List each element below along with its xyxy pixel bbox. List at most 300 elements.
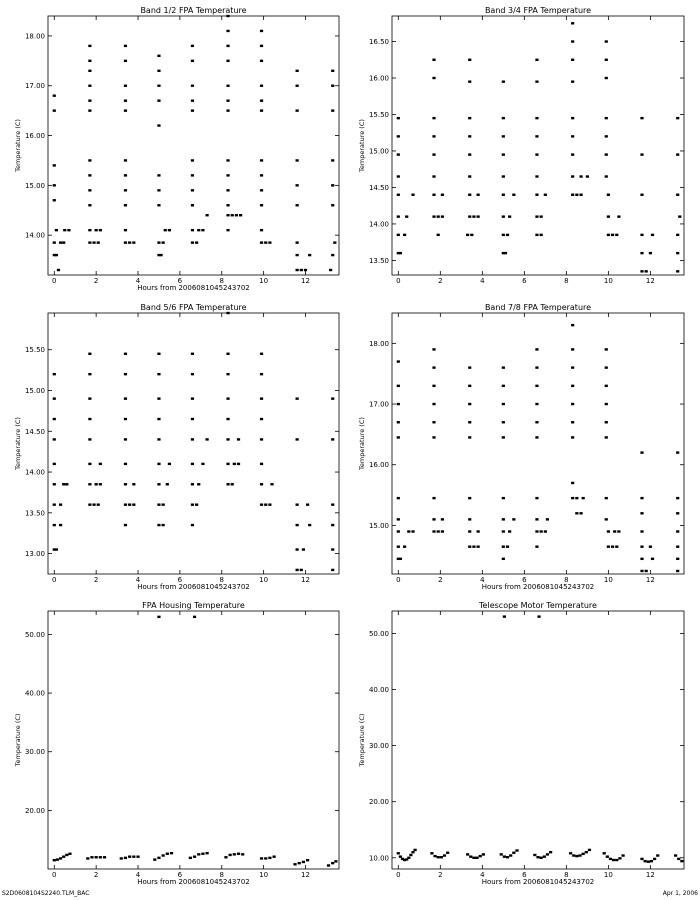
data-point	[260, 503, 263, 505]
data-point	[331, 184, 334, 186]
data-point	[88, 99, 91, 101]
y-tick-label: 18.00	[368, 339, 389, 348]
chart-title: Band 3/4 FPA Temperature	[484, 6, 592, 15]
data-point	[605, 403, 608, 405]
data-point	[468, 80, 471, 82]
data-point	[162, 503, 165, 505]
data-point	[407, 530, 410, 532]
data-point	[157, 524, 160, 526]
data-point	[331, 397, 334, 399]
data-point	[397, 497, 400, 499]
data-point	[327, 864, 330, 866]
data-point	[533, 854, 536, 856]
data-point	[432, 497, 435, 499]
x-tick-label: 2	[438, 576, 443, 584]
data-point	[260, 109, 263, 111]
y-tick-label: 13.00	[24, 550, 45, 559]
x-tick-label: 10	[603, 871, 613, 879]
data-point	[170, 852, 173, 854]
data-point	[270, 483, 273, 485]
data-point	[226, 109, 229, 111]
data-point	[477, 545, 480, 547]
data-point	[432, 403, 435, 405]
data-point	[231, 483, 234, 485]
data-point	[226, 373, 229, 375]
y-axis-label: Temperature (C)	[358, 417, 366, 470]
data-point	[162, 854, 165, 856]
data-point	[197, 229, 200, 231]
data-point	[546, 518, 549, 520]
data-point	[260, 241, 263, 243]
x-tick-label: 12	[301, 576, 310, 584]
data-point	[502, 385, 505, 387]
data-point	[168, 463, 171, 465]
data-point	[226, 214, 229, 216]
x-tick-label: 8	[219, 871, 224, 879]
data-point	[432, 366, 435, 368]
x-tick-label: 6	[522, 277, 527, 285]
data-point	[640, 270, 643, 272]
data-point	[308, 524, 311, 526]
data-point	[296, 241, 299, 243]
x-tick-label: 6	[177, 277, 183, 285]
data-point	[237, 853, 240, 855]
data-point	[502, 117, 505, 119]
data-point	[399, 558, 402, 560]
data-point	[605, 59, 608, 61]
data-point	[571, 80, 574, 82]
data-point	[502, 436, 505, 438]
data-point	[99, 463, 102, 465]
data-point	[120, 857, 123, 859]
data-point	[411, 851, 414, 853]
data-point	[132, 483, 135, 485]
data-point	[605, 518, 608, 520]
data-point	[124, 189, 127, 191]
data-point	[229, 854, 232, 856]
data-point	[397, 234, 400, 236]
x-tick-label: 10	[603, 576, 613, 584]
data-point	[331, 503, 334, 505]
data-point	[607, 530, 610, 532]
data-point	[650, 860, 653, 862]
data-point	[268, 503, 271, 505]
y-tick-label: 50.00	[24, 630, 45, 639]
data-point	[88, 229, 91, 231]
chart-title: Band 5/6 FPA Temperature	[140, 303, 247, 312]
data-point	[193, 855, 196, 857]
data-point	[124, 857, 127, 859]
data-point	[235, 214, 238, 216]
data-point	[440, 856, 443, 858]
data-point	[405, 215, 408, 217]
data-point	[136, 855, 139, 857]
chart-panel-1	[14, 6, 339, 292]
data-point	[535, 234, 538, 236]
data-point	[293, 863, 296, 865]
data-point	[502, 215, 505, 217]
data-point	[470, 234, 473, 236]
data-point	[397, 518, 400, 520]
data-point	[676, 530, 679, 532]
data-point	[640, 497, 643, 499]
data-point	[676, 252, 679, 254]
data-point	[502, 545, 505, 547]
data-point	[640, 858, 643, 860]
data-point	[260, 30, 263, 32]
x-tick-label: 2	[93, 871, 99, 879]
data-point	[468, 59, 471, 61]
data-point	[191, 463, 194, 465]
data-point	[472, 215, 475, 217]
data-point	[571, 59, 574, 61]
data-point	[157, 616, 160, 618]
data-point	[607, 545, 610, 547]
y-tick-label: 30.00	[368, 742, 389, 751]
data-point	[403, 234, 406, 236]
data-point	[677, 858, 680, 860]
data-point	[649, 252, 652, 254]
data-point	[512, 518, 515, 520]
data-point	[543, 855, 546, 857]
data-point	[430, 852, 433, 854]
data-point	[432, 436, 435, 438]
data-point	[128, 855, 131, 857]
data-point	[571, 175, 574, 177]
data-point	[617, 530, 620, 532]
data-point	[62, 483, 65, 485]
data-point	[128, 241, 131, 243]
data-point	[197, 483, 200, 485]
data-point	[397, 175, 400, 177]
data-point	[535, 545, 538, 547]
data-point	[676, 497, 679, 499]
x-axis-label: Hours from 2006081045243702	[137, 583, 250, 591]
data-point	[571, 117, 574, 119]
y-tick-label: 50.00	[368, 629, 389, 638]
data-point	[201, 463, 204, 465]
data-point	[432, 77, 435, 79]
data-point	[605, 135, 608, 137]
x-tick-label: 8	[219, 576, 224, 584]
data-point	[397, 421, 400, 423]
data-point	[157, 204, 160, 206]
data-point	[157, 55, 160, 57]
data-point	[674, 854, 677, 856]
data-point	[433, 855, 436, 857]
data-point	[676, 558, 679, 560]
x-tick-label: 4	[480, 277, 485, 285]
x-tick-label: 12	[645, 277, 655, 285]
data-point	[157, 857, 160, 859]
data-point	[512, 852, 515, 854]
data-point	[62, 241, 65, 243]
chart-title: FPA Housing Temperature	[142, 601, 245, 610]
data-point	[437, 234, 440, 236]
data-point	[264, 503, 267, 505]
data-point	[206, 438, 209, 440]
data-point	[260, 418, 263, 420]
x-tick-label: 6	[522, 871, 527, 879]
data-point	[88, 159, 91, 161]
data-point	[437, 856, 440, 858]
data-point	[502, 366, 505, 368]
data-point	[605, 497, 608, 499]
data-point	[162, 524, 165, 526]
x-tick-label: 12	[645, 871, 655, 879]
x-tick-label: 4	[480, 871, 485, 879]
data-point	[466, 853, 469, 855]
data-point	[88, 418, 91, 420]
data-point	[397, 360, 400, 362]
data-point	[571, 366, 574, 368]
chart-panel-6	[358, 601, 684, 886]
data-point	[260, 99, 263, 101]
y-axis-label: Temperature (C)	[14, 417, 22, 470]
data-point	[506, 545, 509, 547]
data-point	[296, 548, 299, 550]
data-point	[502, 194, 505, 196]
data-point	[544, 530, 547, 532]
y-tick-label: 14.50	[368, 183, 389, 192]
data-point	[676, 451, 679, 453]
data-point	[509, 854, 512, 856]
data-point	[157, 189, 160, 191]
data-point	[605, 175, 608, 177]
data-point	[649, 545, 652, 547]
data-point	[95, 856, 98, 858]
data-point	[579, 512, 582, 514]
data-point	[331, 524, 334, 526]
x-tick-label: 8	[564, 277, 569, 285]
data-point	[132, 241, 135, 243]
data-point	[331, 85, 334, 87]
y-tick-label: 40.00	[24, 689, 45, 698]
data-point	[260, 373, 263, 375]
data-point	[569, 852, 572, 854]
data-point	[640, 451, 643, 453]
data-point	[482, 853, 485, 855]
data-point	[53, 524, 56, 526]
data-point	[605, 40, 608, 42]
plot-frame	[48, 313, 339, 574]
data-point	[640, 252, 643, 254]
data-point	[578, 854, 581, 856]
data-point	[88, 503, 91, 505]
data-point	[191, 229, 194, 231]
x-tick-label: 8	[564, 576, 569, 584]
x-axis-label: Hours from 2006081045243702	[137, 878, 250, 886]
data-point	[586, 175, 589, 177]
data-point	[53, 94, 56, 96]
data-point	[132, 503, 135, 505]
data-point	[540, 215, 543, 217]
data-point	[90, 856, 93, 858]
data-point	[103, 856, 106, 858]
data-point	[191, 204, 194, 206]
data-point	[264, 241, 267, 243]
data-point	[437, 215, 440, 217]
data-point	[441, 194, 444, 196]
data-point	[226, 438, 229, 440]
data-point	[224, 856, 227, 858]
y-tick-label: 14.00	[24, 468, 45, 477]
data-point	[469, 855, 472, 857]
data-point	[535, 194, 538, 196]
chart-panel-3	[14, 303, 339, 591]
x-tick-label: 6	[522, 576, 527, 584]
data-point	[651, 558, 654, 560]
x-tick-label: 0	[52, 277, 57, 285]
data-point	[304, 269, 307, 271]
data-point	[166, 853, 169, 855]
data-point	[260, 189, 263, 191]
data-point	[640, 512, 643, 514]
data-point	[502, 518, 505, 520]
data-point	[226, 189, 229, 191]
data-point	[193, 616, 196, 618]
data-point	[124, 241, 127, 243]
data-point	[124, 174, 127, 176]
data-point	[231, 214, 234, 216]
data-point	[571, 194, 574, 196]
data-point	[605, 77, 608, 79]
y-axis-label: Temperature (C)	[358, 713, 366, 767]
data-point	[237, 463, 240, 465]
data-point	[306, 859, 309, 861]
data-point	[502, 80, 505, 82]
x-tick-label: 0	[52, 871, 57, 879]
data-point	[226, 174, 229, 176]
data-point	[273, 855, 276, 857]
x-tick-label: 6	[177, 871, 183, 879]
data-point	[62, 855, 65, 857]
data-point	[201, 229, 204, 231]
data-point	[191, 174, 194, 176]
data-point	[59, 524, 62, 526]
data-point	[676, 570, 679, 572]
data-point	[468, 153, 471, 155]
data-point	[300, 269, 303, 271]
data-point	[57, 269, 60, 271]
data-point	[468, 403, 471, 405]
data-point	[502, 530, 505, 532]
data-point	[575, 512, 578, 514]
data-point	[67, 229, 70, 231]
data-point	[296, 159, 299, 161]
data-point	[609, 858, 612, 860]
data-point	[329, 269, 332, 271]
data-point	[157, 99, 160, 101]
data-point	[535, 530, 538, 532]
data-point	[607, 194, 610, 196]
data-point	[53, 164, 56, 166]
data-point	[59, 857, 62, 859]
data-point	[53, 241, 56, 243]
data-point	[88, 189, 91, 191]
data-point	[88, 60, 91, 62]
data-point	[306, 503, 309, 505]
data-point	[503, 855, 506, 857]
data-point	[502, 497, 505, 499]
data-point	[53, 109, 56, 111]
data-point	[575, 855, 578, 857]
data-point	[572, 854, 575, 856]
data-point	[296, 85, 299, 87]
data-point	[571, 385, 574, 387]
chart-panel-4	[358, 303, 684, 591]
data-point	[333, 241, 336, 243]
data-point	[468, 385, 471, 387]
data-point	[296, 109, 299, 111]
data-point	[157, 241, 160, 243]
data-point	[88, 204, 91, 206]
data-point	[226, 30, 229, 32]
data-point	[157, 418, 160, 420]
data-point	[191, 241, 194, 243]
data-point	[399, 855, 402, 857]
data-point	[571, 348, 574, 350]
data-point	[585, 851, 588, 853]
data-point	[615, 234, 618, 236]
data-point	[88, 483, 91, 485]
data-point	[618, 857, 621, 859]
data-point	[582, 853, 585, 855]
data-point	[95, 483, 98, 485]
data-point	[397, 117, 400, 119]
data-point	[512, 194, 515, 196]
data-point	[432, 194, 435, 196]
data-point	[331, 862, 334, 864]
x-tick-label: 4	[135, 277, 141, 285]
data-point	[264, 857, 267, 859]
data-point	[640, 234, 643, 236]
data-point	[611, 234, 614, 236]
data-point	[226, 15, 229, 17]
data-point	[617, 215, 620, 217]
data-point	[65, 854, 68, 856]
data-point	[308, 254, 311, 256]
data-point	[432, 348, 435, 350]
x-tick-label: 10	[259, 277, 269, 285]
data-point	[477, 215, 480, 217]
data-point	[88, 438, 91, 440]
x-tick-label: 4	[480, 576, 485, 584]
data-point	[515, 849, 518, 851]
data-point	[571, 497, 574, 499]
data-point	[676, 153, 679, 155]
data-point	[157, 463, 160, 465]
data-point	[607, 234, 610, 236]
data-point	[206, 852, 209, 854]
data-point	[503, 615, 506, 617]
data-point	[508, 530, 511, 532]
y-tick-label: 16.50	[368, 38, 389, 47]
data-point	[605, 421, 608, 423]
data-point	[535, 385, 538, 387]
data-point	[162, 241, 165, 243]
plot-frame	[48, 611, 339, 869]
data-point	[260, 60, 263, 62]
data-point	[132, 855, 135, 857]
y-tick-label: 18.00	[24, 32, 45, 41]
data-point	[605, 366, 608, 368]
data-point	[195, 503, 198, 505]
data-point	[432, 215, 435, 217]
data-point	[468, 497, 471, 499]
data-point	[226, 99, 229, 101]
plot-frame	[392, 611, 684, 869]
